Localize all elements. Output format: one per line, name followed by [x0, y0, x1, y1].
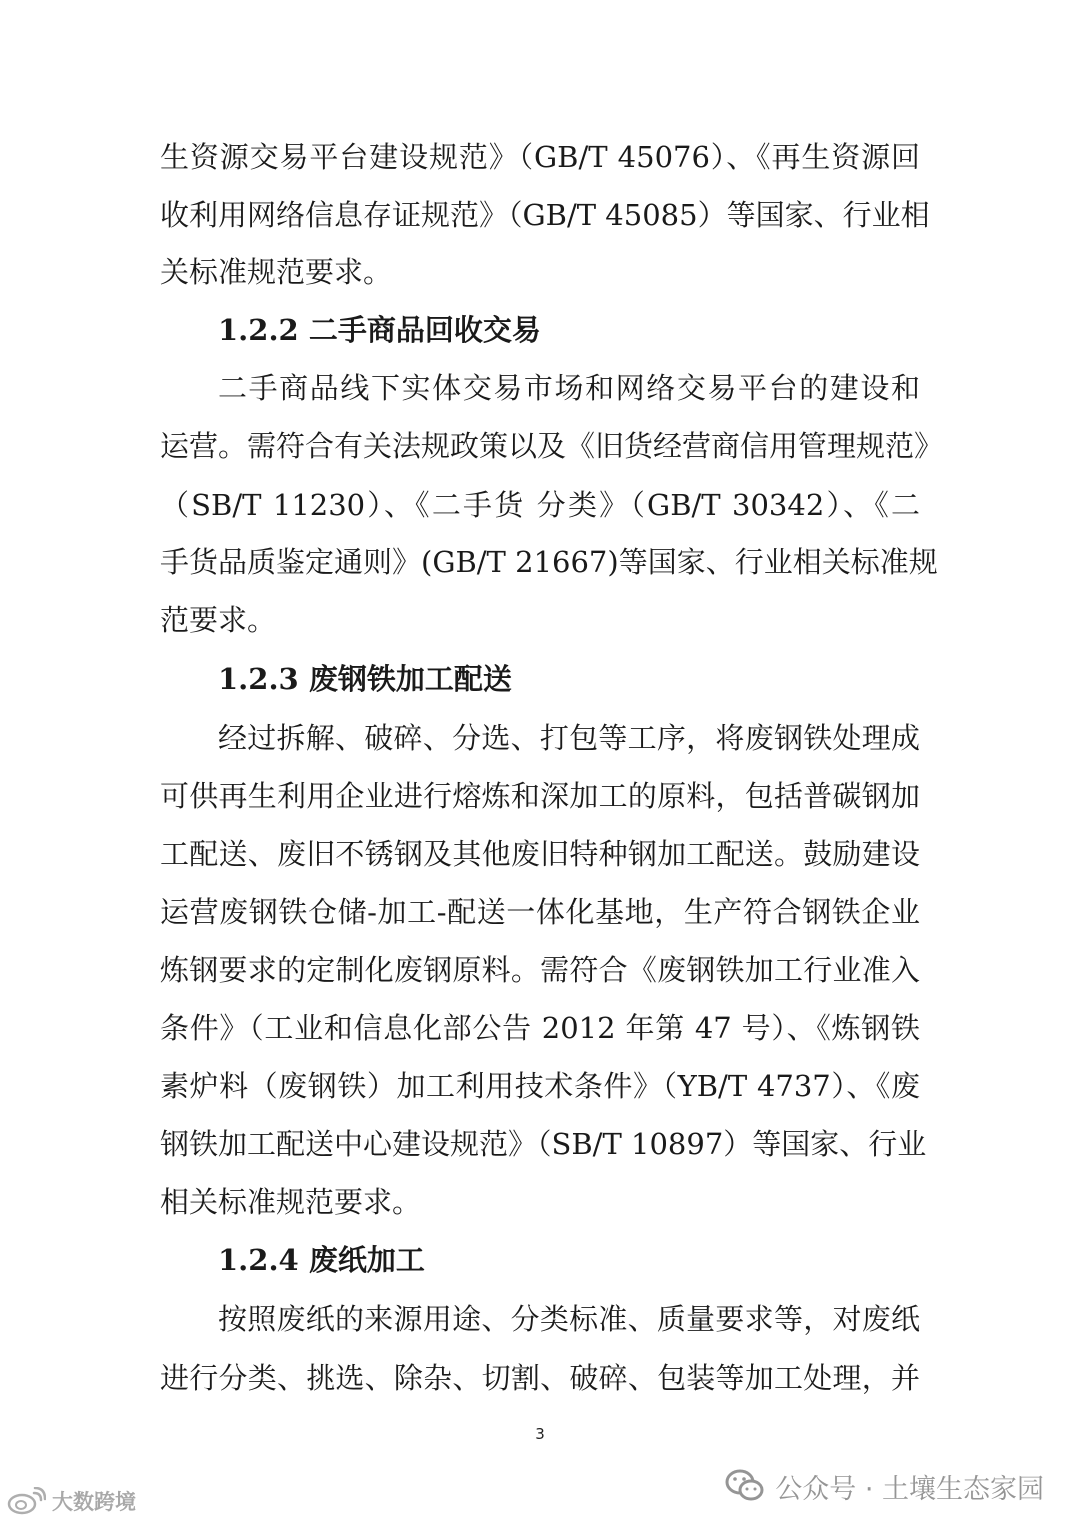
body-text-line: 关标准规范要求。	[160, 255, 393, 289]
source-watermark	[6, 1486, 136, 1516]
body-text-line: 二手商品线下实体交易市场和网络交易平台的建设和	[218, 371, 920, 405]
account-watermark-text: 公众号 · 土壤生态家园	[775, 1473, 1044, 1505]
body-text-line: （SB/T 11230）、《二手货 分类》（GB/T 30342）、《二	[160, 488, 920, 522]
body-text-line: 条件》（工业和信息化部公告 2012 年第 47 号）、《炼钢铁	[160, 1011, 920, 1045]
body-text-line: 相关标准规范要求。	[160, 1185, 422, 1219]
body-text-line: 炼钢要求的定制化废钢原料。需符合《废钢铁加工行业准入	[160, 953, 920, 987]
body-text-line: 按照废纸的来源用途、分类标准、质量要求等，对废纸	[218, 1302, 920, 1336]
wechat-icon	[725, 1469, 765, 1503]
section-heading: 1.2.3 废钢铁加工配送	[218, 662, 512, 696]
body-text-line: 收利用网络信息存证规范》（GB/T 45085）等国家、行业相	[160, 198, 930, 232]
body-text-line: 范要求。	[160, 603, 277, 637]
page-number: 3	[535, 1425, 545, 1443]
section-heading: 1.2.2 二手商品回收交易	[218, 313, 541, 347]
body-text-line: 手货品质鉴定通则》(GB/T 21667)等国家、行业相关标准规	[160, 545, 938, 579]
body-text-line: 进行分类、挑选、除杂、切割、破碎、包装等加工处理，并	[160, 1361, 920, 1395]
body-text-line: 生资源交易平台建设规范》（GB/T 45076）、《再生资源回	[160, 140, 920, 174]
body-text-line: 素炉料（废钢铁）加工利用技术条件》（YB/T 4737）、《废	[160, 1069, 920, 1103]
section-heading: 1.2.4 废纸加工	[218, 1243, 425, 1277]
weibo-icon	[6, 1487, 46, 1515]
account-watermark	[725, 1466, 1044, 1506]
body-text-line: 钢铁加工配送中心建设规范》（SB/T 10897）等国家、行业	[160, 1127, 927, 1161]
body-text-line: 运营废钢铁仓储-加工-配送一体化基地，生产符合钢铁企业	[160, 895, 920, 929]
body-text-line: 可供再生利用企业进行熔炼和深加工的原料，包括普碳钢加	[160, 779, 920, 813]
source-watermark-text: 大数跨境	[52, 1490, 136, 1514]
body-text-line: 运营。需符合有关法规政策以及《旧货经营商信用管理规范》	[160, 429, 944, 463]
body-text-line: 工配送、废旧不锈钢及其他废旧特种钢加工配送。鼓励建设	[160, 837, 920, 871]
body-text-line: 经过拆解、破碎、分选、打包等工序，将废钢铁处理成	[218, 721, 920, 755]
